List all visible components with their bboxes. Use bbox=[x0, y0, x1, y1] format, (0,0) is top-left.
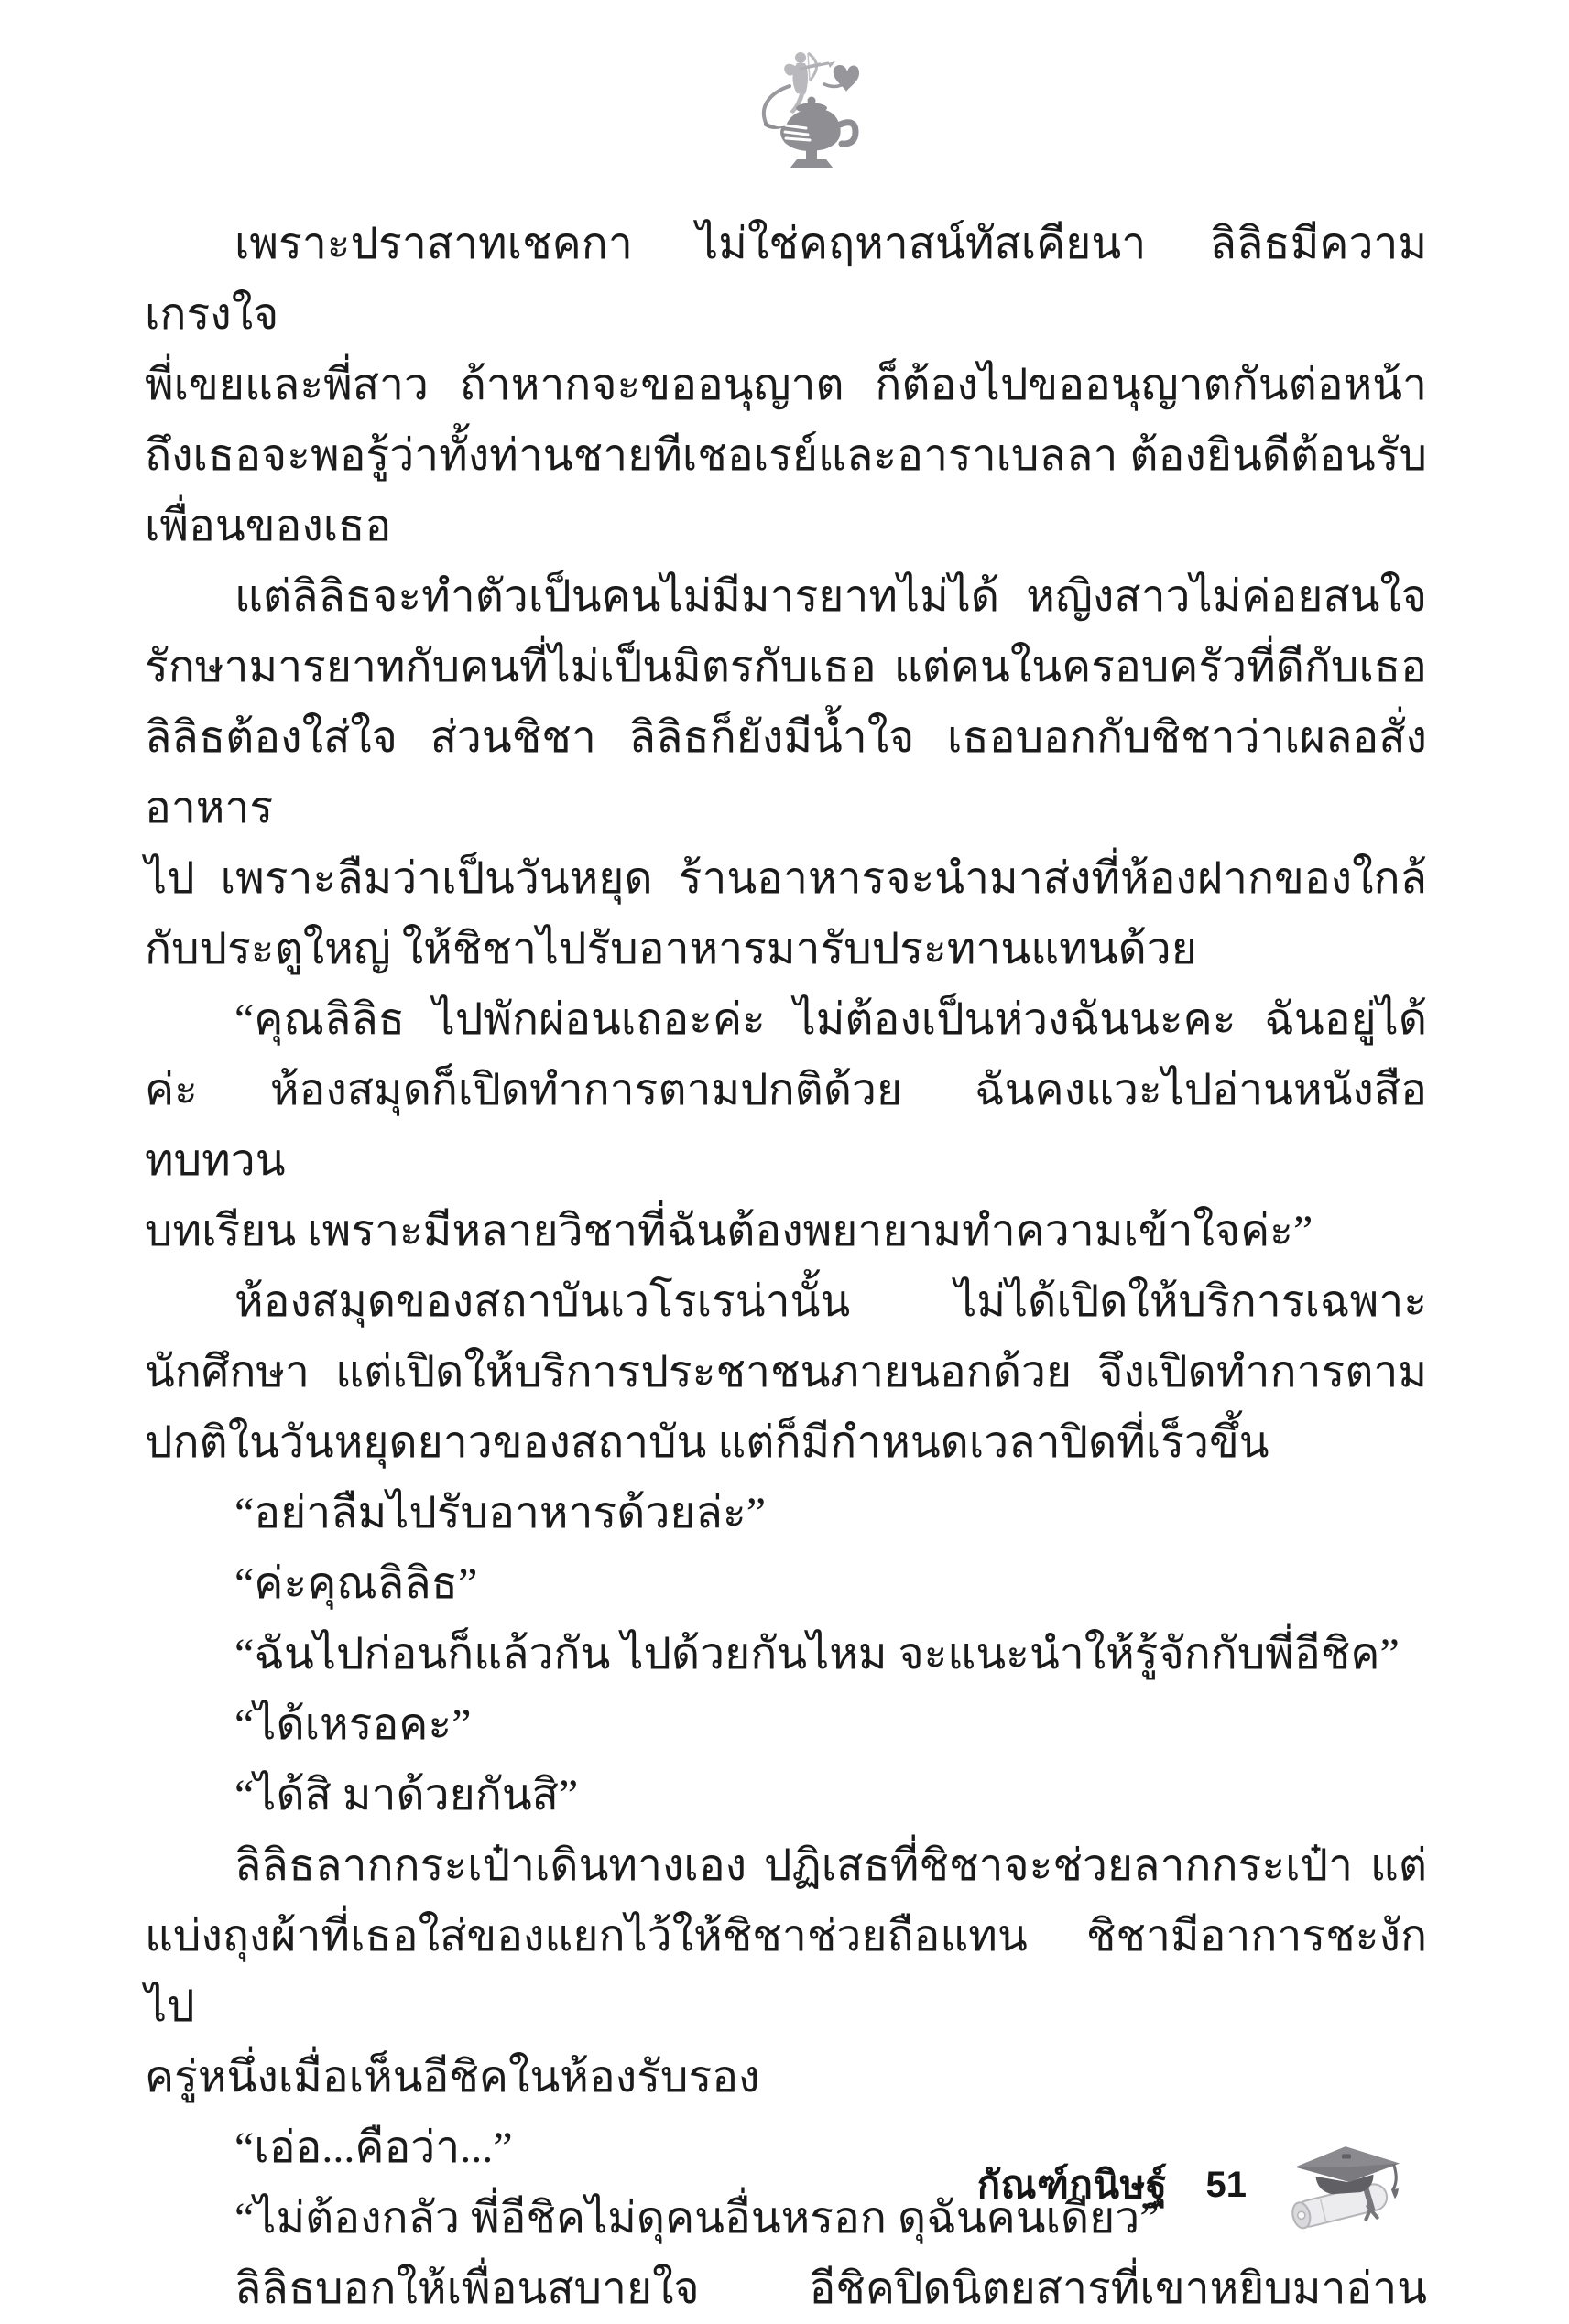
text-line: ลิลิธลากกระเป๋าเดินทางเอง ปฏิเสธที่ชิชาจะช่วยลากกระเป๋า แต่ bbox=[234, 1841, 1427, 1890]
page-text bbox=[145, 209, 1427, 2324]
text-line: “ค่ะคุณลิลิธ” bbox=[234, 1559, 478, 1608]
text-line: เพราะปราสาทเชคกา ไม่ใช่คฤหาสน์ทัสเคียนา ลิลิธมีความเกรงใจ bbox=[145, 220, 1427, 339]
text-line: ปกติในวันหยุดยาวของสถาบัน แต่ก็มีกำหนดเวลาปิดที่เร็วขึ้น bbox=[145, 1418, 1269, 1467]
page-footer bbox=[977, 2134, 1415, 2236]
text-line: ลิลิธต้องใส่ใจ ส่วนชิชา ลิลิธก็ยังมีน้ำใจ เธอบอกกับชิชาว่าเผลอสั่งอาหาร bbox=[145, 713, 1427, 832]
lamp-body bbox=[764, 97, 855, 169]
text-line: ถึงเธอจะพอรู้ว่าทั้งท่านชายทีเชอเรย์และอาราเบลลา ต้องยินดีต้อนรับ bbox=[145, 431, 1427, 480]
text-line: เพื่อนของเธอ bbox=[145, 502, 392, 550]
text-line: “ได้สิ มาด้วยกันสิ” bbox=[234, 1771, 579, 1819]
text-line: ค่ะ ห้องสมุดก็เปิดทำการตามปกติด้วย ฉันคงแวะไปอ่านหนังสือทบทวน bbox=[145, 1066, 1427, 1185]
text-line: แบ่งถุงผ้าที่เธอใส่ของแยกไว้ให้ชิชาช่วยถือแทน ชิชามีอาการชะงักไป bbox=[145, 1912, 1427, 2031]
text-line: “ได้เหรอคะ” bbox=[234, 1700, 472, 1749]
text-line: รักษามารยาทกับคนที่ไม่เป็นมิตรกับเธอ แต่คนในครอบครัวที่ดีกับเธอ bbox=[145, 643, 1427, 691]
graduation-cap-diploma-icon bbox=[1280, 2134, 1415, 2236]
text-line: นักศึกษา แต่เปิดให้บริการประชาชนภายนอกด้วย จึงเปิดทำการตาม bbox=[145, 1348, 1427, 1396]
text-line: ห้องสมุดของสถาบันเวโรเรน่านั้น ไม่ได้เปิดให้บริการเฉพาะ bbox=[234, 1277, 1427, 1326]
text-line: กับประตูใหญ่ ให้ชิชาไปรับอาหารมารับประทานแทนด้วย bbox=[145, 925, 1197, 973]
text-line: “คุณลิลิธ ไปพักผ่อนเถอะค่ะ ไม่ต้องเป็นห่วงฉันนะคะ ฉันอยู่ได้ bbox=[234, 995, 1427, 1044]
text-line: แต่ลิลิธจะทำตัวเป็นคนไม่มีมารยาทไม่ได้ หญิงสาวไม่ค่อยสนใจ bbox=[234, 572, 1427, 621]
genie-lamp-cupid-heart-icon bbox=[744, 44, 881, 172]
text-line: “ฉันไปก่อนก็แล้วกัน ไปด้วยกันไหม จะแนะนำให้รู้จักกับพี่อีชิค” bbox=[234, 1630, 1400, 1678]
book-title: กัณฑ์กนิษฐ์ bbox=[976, 2163, 1168, 2206]
text-line: ไป เพราะลืมว่าเป็นวันหยุด ร้านอาหารจะนำมาส่งที่ห้องฝากของใกล้ bbox=[145, 854, 1427, 903]
text-line: บทเรียน เพราะมีหลายวิชาที่ฉันต้องพยายามทำความเข้าใจค่ะ” bbox=[145, 1207, 1313, 1255]
text-line: ลิลิธบอกให้เพื่อนสบายใจ อีชิคปิดนิตยสารที่เขาหยิบมาอ่าน bbox=[234, 2264, 1427, 2313]
text-line: “เอ่อ...คือว่า...” bbox=[234, 2123, 513, 2172]
text-line: พี่เขยและพี่สาว ถ้าหากจะขออนุญาต ก็ต้องไปขออนุญาตกันต่อหน้า bbox=[145, 361, 1427, 409]
page-number: 51 bbox=[1205, 2164, 1247, 2205]
text-line: ครู่หนึ่งเมื่อเห็นอีชิคในห้องรับรอง bbox=[145, 2053, 760, 2101]
text-line: “ไม่ต้องกลัว พี่อีชิคไม่ดุคนอื่นหรอก ดุฉันคนเดียว” bbox=[234, 2194, 1160, 2243]
text-line: “อย่าลืมไปรับอาหารด้วยล่ะ” bbox=[234, 1489, 767, 1537]
